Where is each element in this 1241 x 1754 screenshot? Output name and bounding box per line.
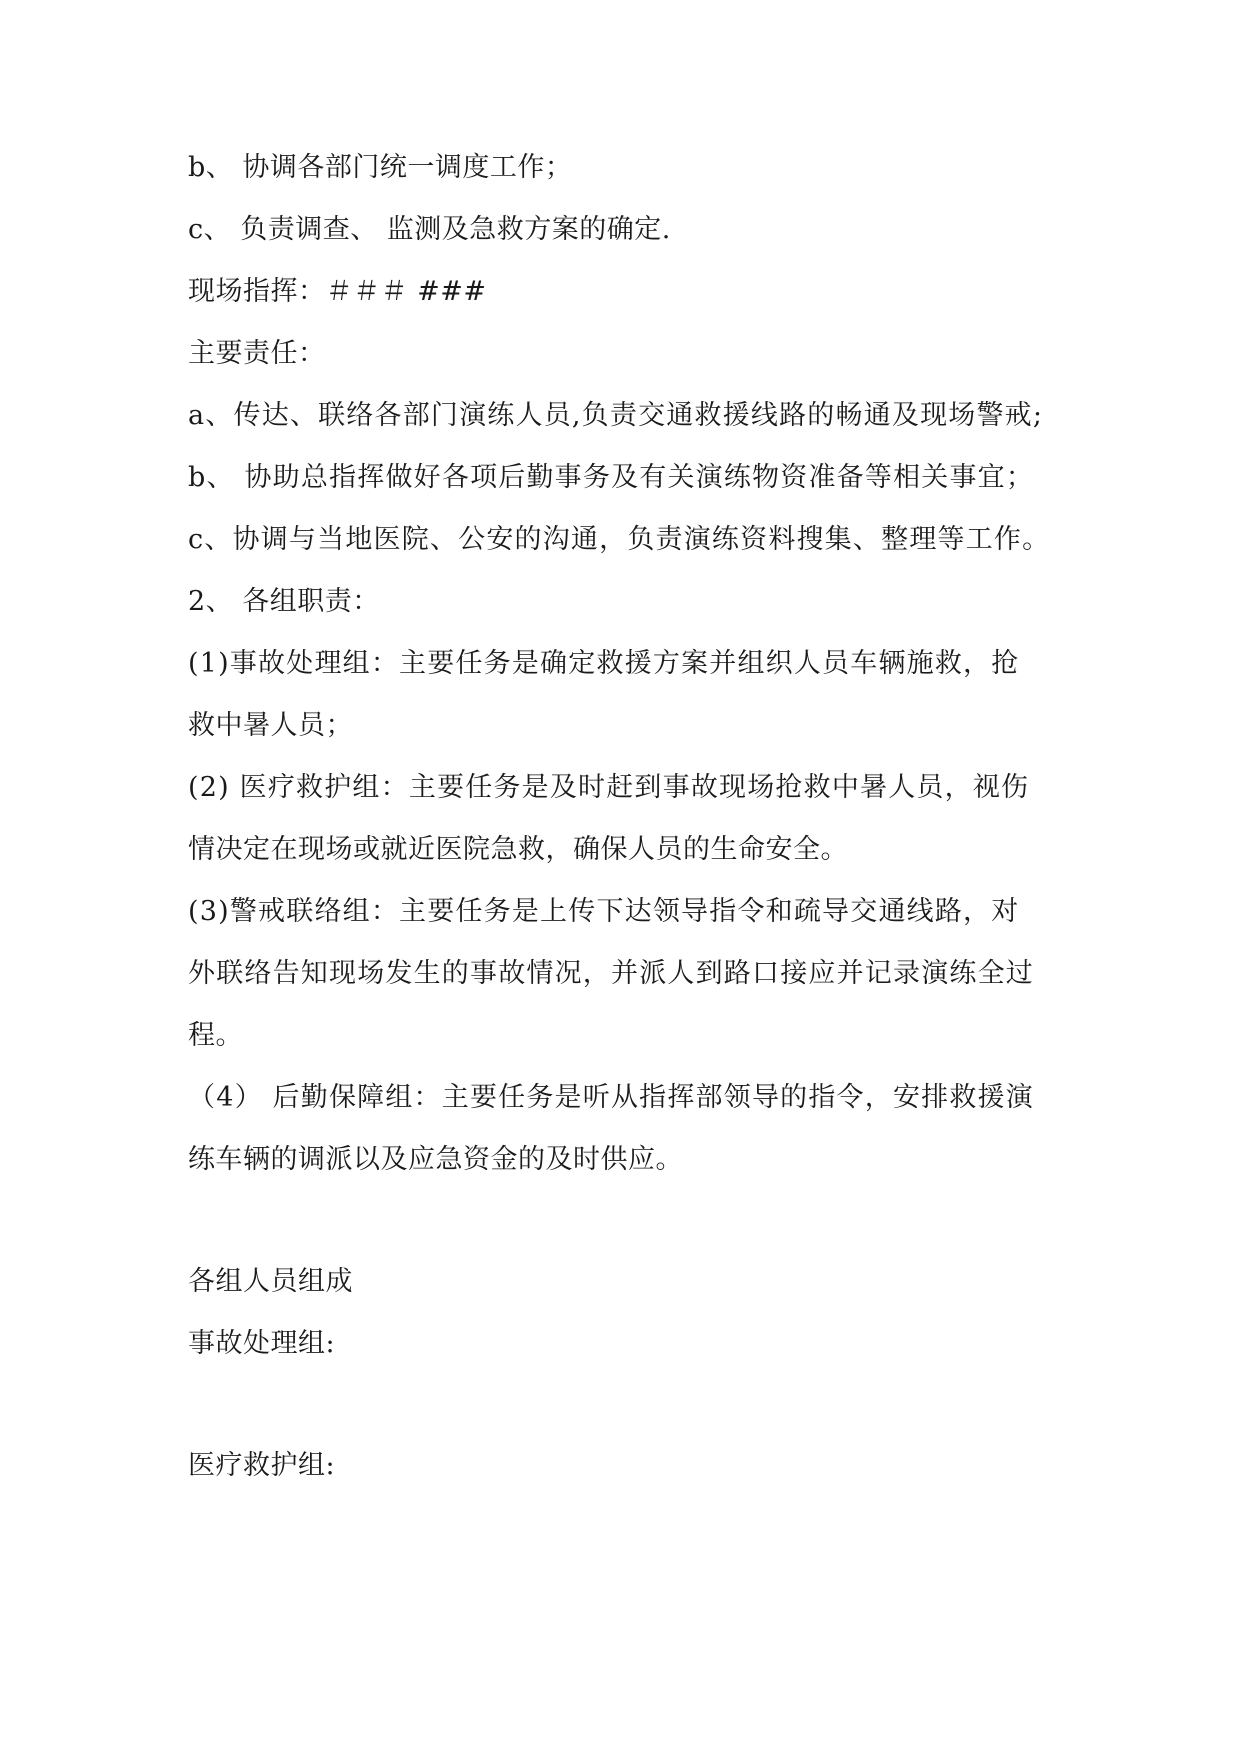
text-line-16: （4） 后勤保障组：主要任务是听从指挥部领导的指令，安排救援演 [188, 1082, 1034, 1113]
text-line-4: 主要责任： [188, 338, 326, 369]
text-line-2: c、 负责调查、 监测及急救方案的确定. [188, 214, 671, 245]
text-line-8: 2、 各组职责： [188, 586, 380, 617]
label-medical-rescue-group: 医疗救护组: [188, 1450, 336, 1481]
text-line-12: 情决定在现场或就近医院急救，确保人员的生命安全。 [188, 834, 848, 865]
text-line-10: 救中暑人员； [188, 710, 353, 741]
label-accident-handling-group: 事故处理组: [188, 1328, 336, 1359]
text-line-3: 现场指挥：＃＃＃ ### [188, 276, 487, 307]
section-title-group-members: 各组人员组成 [188, 1266, 353, 1297]
text-line-9: (1)事故处理组：主要任务是确定救援方案并组织人员车辆施救，抢 [188, 648, 1020, 679]
text-line-6: b、 协助总指挥做好各项后勤事务及有关演练物资准备等相关事宜； [188, 462, 1035, 493]
text-line-7: c、协调与当地医院、公安的沟通，负责演练资料搜集、整理等工作。 [188, 524, 1051, 555]
text-line-17: 练车辆的调派以及应急资金的及时供应。 [188, 1144, 683, 1175]
text-line-15: 程。 [188, 1020, 243, 1051]
text-line-14: 外联络告知现场发生的事故情况，并派人到路口接应并记录演练全过 [188, 958, 1034, 989]
text-line-1: b、 协调各部门统一调度工作； [188, 152, 573, 183]
text-line-5: a、传达、联络各部门演练人员,负责交通救援线路的畅通及现场警戒; [188, 400, 1044, 431]
text-line-13: (3)警戒联络组：主要任务是上传下达领导指令和疏导交通线路，对 [188, 896, 1020, 927]
text-line-11: (2) 医疗救护组：主要任务是及时赶到事故现场抢救中暑人员，视伤 [188, 772, 1030, 803]
